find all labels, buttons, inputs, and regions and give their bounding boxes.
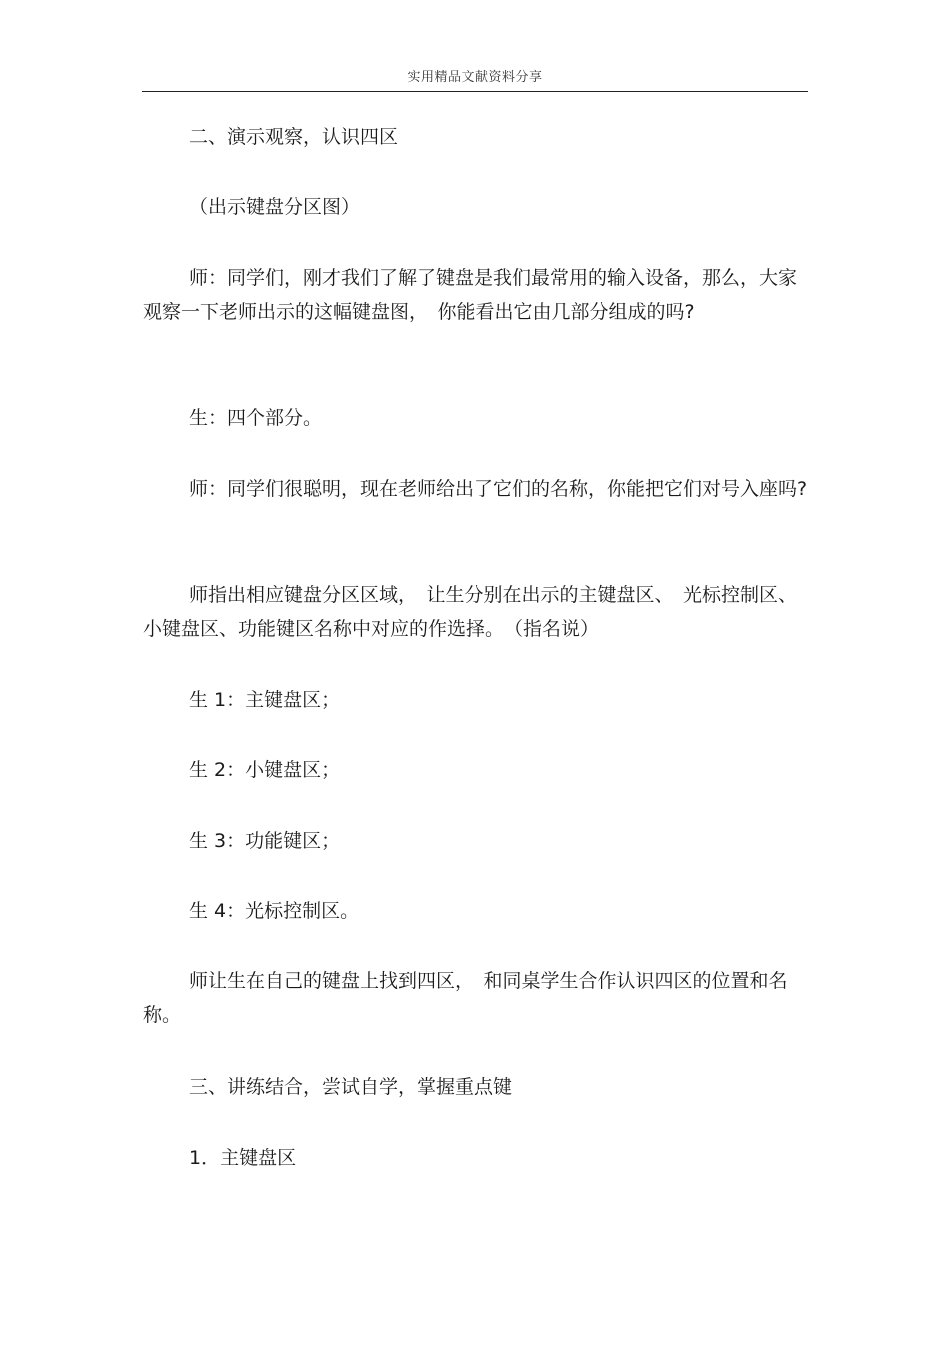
- paragraph: 生 4：光标控制区。: [189, 900, 360, 922]
- section-heading: 三、讲练结合，尝试自学，掌握重点键: [189, 1076, 513, 1098]
- section-heading: 二、演示观察，认识四区: [189, 126, 399, 148]
- paragraph: 师让生在自己的键盘上找到四区， 和同桌学生合作认识四区的位置和名称。: [143, 970, 788, 1026]
- paragraph: 生：四个部分。: [189, 407, 323, 429]
- page-header: 实用精品文献资料分享: [407, 70, 543, 85]
- header-divider: [142, 91, 808, 92]
- paragraph: 师：同学们很聪明，现在老师给出了它们的名称，你能把它们对号入座吗?: [189, 478, 808, 500]
- paragraph: （出示键盘分区图）: [189, 196, 361, 218]
- paragraph: 生 1：主键盘区；: [189, 689, 341, 711]
- paragraph: 师：同学们，刚才我们了解了键盘是我们最常用的输入设备，那么，大家观察一下老师出示的这幅键盘图， 你能看出它由几部分组成的吗?: [143, 267, 798, 323]
- subsection-heading: 1．主键盘区: [189, 1147, 297, 1169]
- paragraph: 师指出相应键盘分区区域， 让生分别在出示的主键盘区、 光标控制区、小键盘区、功能键区名称中对应的作选择。 （指名说）: [143, 584, 798, 640]
- paragraph: 生 2：小键盘区；: [189, 759, 341, 781]
- paragraph: 生 3：功能键区；: [189, 830, 341, 852]
